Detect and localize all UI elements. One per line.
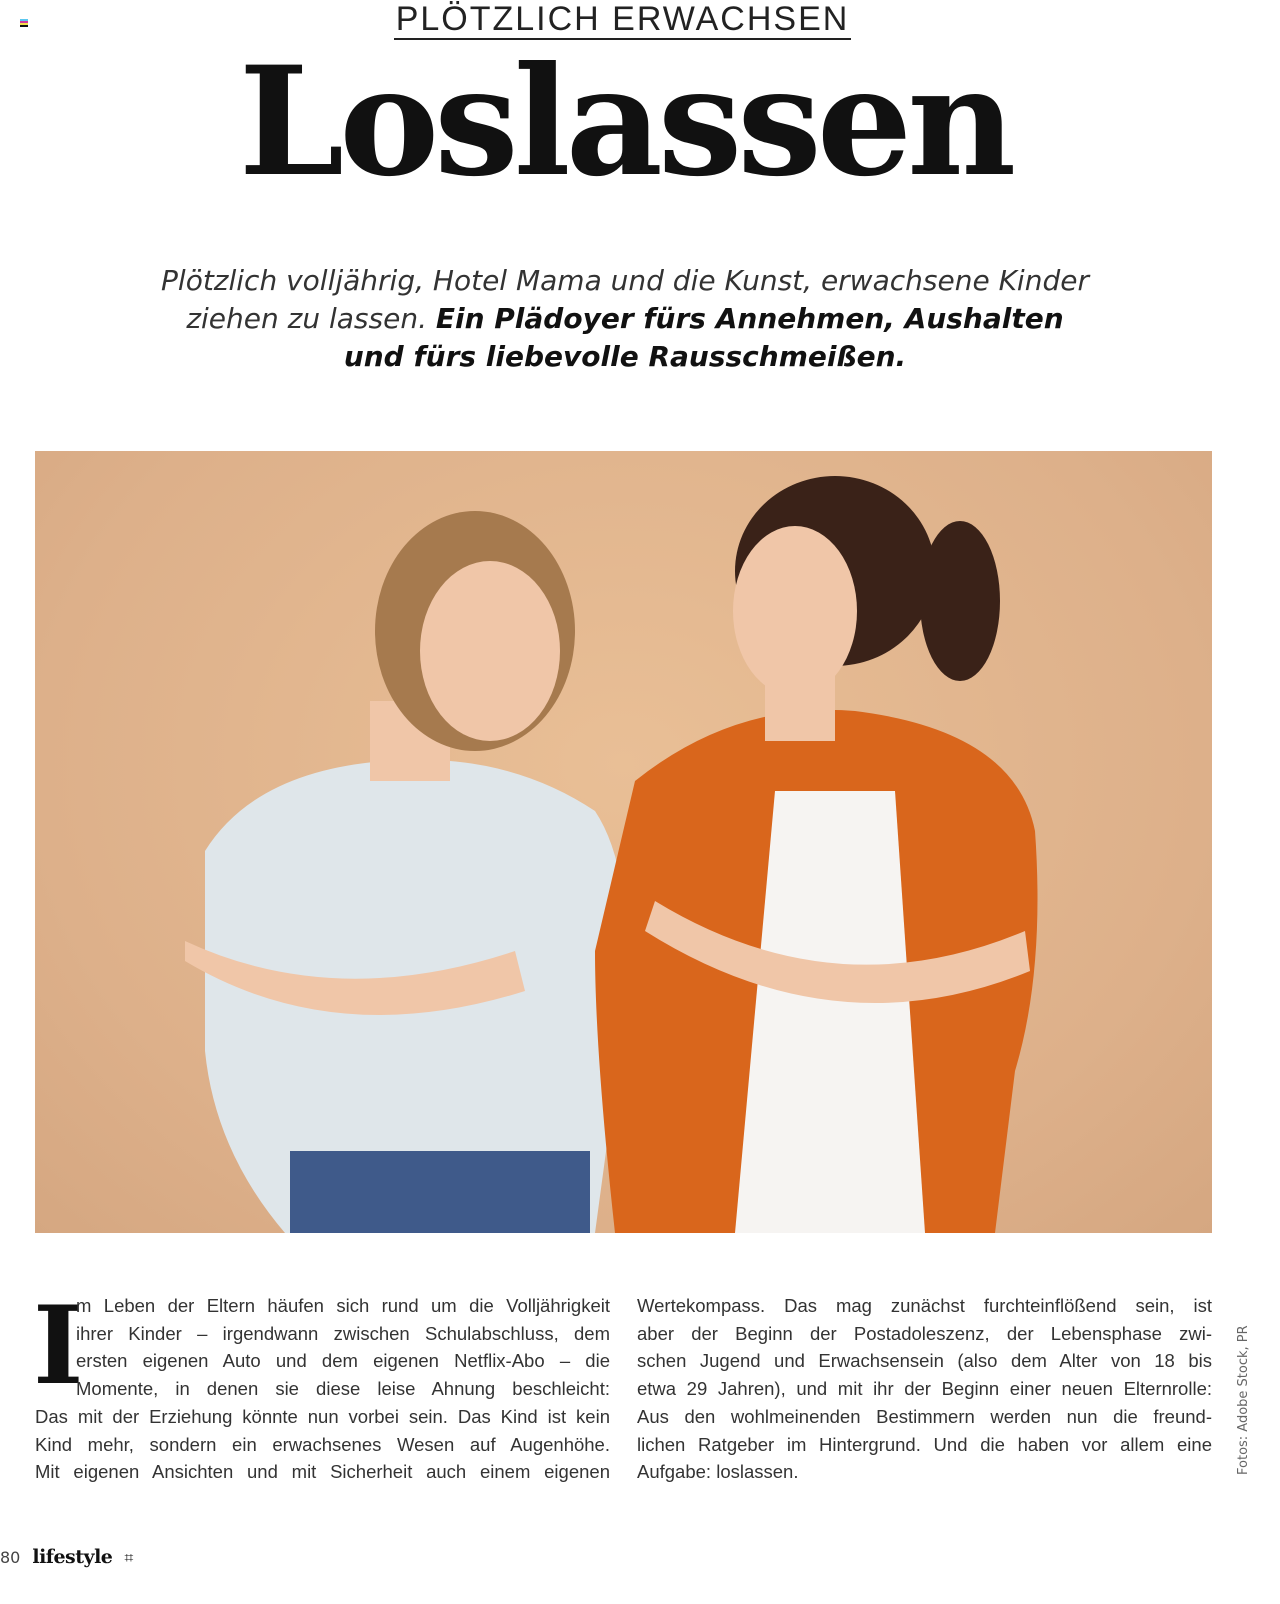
- body-line: ihrer Kinder – irgendwann zwischen Schulabschluss, dem: [76, 1322, 610, 1344]
- body-line: Kind mehr, sondern ein erwachsenes Wesen auf Augenhöhe.: [35, 1433, 610, 1455]
- kicker-text: PLÖTZLICH ERWACHSEN: [395, 0, 850, 38]
- body-line: Das mit der Erziehung könnte nun vorbei sein. Das Kind ist kein: [35, 1405, 610, 1427]
- body-line: Mit eigenen Ansichten und mit Sicherheit auch einem eigenen: [35, 1461, 610, 1483]
- body-line: schen Jugend und Erwachsensein (also dem Alter von 18 bis: [637, 1350, 1212, 1372]
- body-line: lichen Ratgeber im Hintergrund. Und die haben vor allem eine: [637, 1433, 1212, 1455]
- hero-photo: [35, 451, 1212, 1233]
- photo-illustration: [35, 451, 1212, 1233]
- article-deck: [100, 262, 1150, 376]
- body-line: aber der Beginn der Postadoleszenz, der Lebensphase zwi-: [637, 1322, 1212, 1344]
- body-line: Aus den wohlmeinenden Bestimmern werden nun die freund-: [637, 1405, 1212, 1427]
- deck-bold-1: Ein Plädoyer fürs Annehmen, Aushalten: [435, 302, 1064, 335]
- body-column-right: [637, 1292, 1212, 1486]
- body-line: Wertekompass. Das mag zunächst furchteinflößend sein, ist: [637, 1295, 1212, 1316]
- page-footer: [0, 1546, 133, 1568]
- body-line: Momente, in denen sie diese leise Ahnung beschleicht:: [76, 1378, 610, 1400]
- body-line: ersten eigenen Auto und dem eigenen Netflix-Abo – die: [76, 1350, 610, 1372]
- article-title: Loslassen: [238, 34, 1012, 210]
- frame-icon: ⌗: [124, 1548, 134, 1567]
- daughter-face: [733, 526, 857, 696]
- body-line: etwa 29 Jahren), und mit ihr der Beginn einer neuen Elternrolle:: [637, 1378, 1212, 1400]
- mother-face: [420, 561, 560, 741]
- drop-cap: I: [33, 1283, 84, 1409]
- deck-italic-1: Plötzlich volljährig, Hotel Mama und die Kunst, erwachsene Kinder: [161, 264, 1089, 297]
- deck-bold-2: und fürs liebevolle Rausschmeißen.: [343, 340, 907, 373]
- deck-italic-2: ziehen zu lassen.: [186, 302, 427, 335]
- photo-credit: Fotos: Adobe Stock, PR: [1236, 1325, 1251, 1475]
- body-column-left: [33, 1283, 610, 1486]
- page-number: 80: [0, 1548, 21, 1567]
- section-brand: lifestyle: [32, 1546, 113, 1568]
- body-line: Aufgabe: loslassen.: [637, 1461, 799, 1483]
- mother-jeans: [290, 1151, 590, 1233]
- body-line: m Leben der Eltern häufen sich rund um die Volljährigkeit: [76, 1295, 610, 1316]
